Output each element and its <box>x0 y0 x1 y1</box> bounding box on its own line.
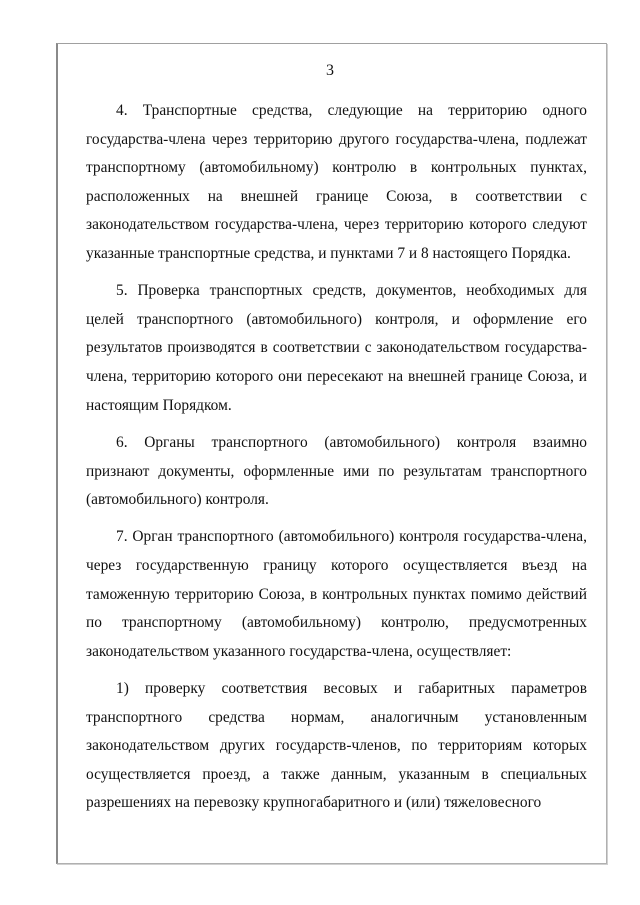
paragraph-item-6: 6. Органы транспортного (автомобильного) контроля взаимно признают документы, оформленные ими по результатам транспортного (автомобильного) контроля. <box>86 433 587 509</box>
paragraph-item-4: 4. Транспортные средства, следующие на территорию одного государства-члена через территорию другого государства-члена, подлежат транспортному (автомобильному) контролю в контрольных пунктах, расположенных на внешней границе Союза, в соответствии с законодательством государства-члена, через территорию которого следуют указанные транспортные средства, и пунктами 7 и 8 настоящего Порядка. <box>86 102 587 262</box>
paragraph-subitem-1: 1) проверку соответствия весовых и габаритных параметров транспортного средства нормам, аналогичным установленным законодательством других государств-членов, по территориям которых осуществляется проезд, а также данным, указанным в специальных разрешениях на перевозку крупногабаритного и (или) тяжеловесного <box>86 680 587 812</box>
document-body <box>86 97 587 818</box>
paragraph-item-7: 7. Орган транспортного (автомобильного) контроля государства-члена, через государственную границу которого осуществляется въезд на таможенную территорию Союза, в контрольных пунктах помимо действий по транспортному (автомобильному) контролю, предусмотренных законодательством указанного государства-члена, осуществляет: <box>86 528 587 660</box>
paragraph-item-5: 5. Проверка транспортных средств, документов, необходимых для целей транспортного (автомобильного) контроля, и оформление его результатов производятся в соответствии с законодательством государства-члена, территорию которого они пересекают на внешней границе Союза, и настоящим Порядком. <box>86 282 587 414</box>
page-number: 3 <box>326 62 334 79</box>
